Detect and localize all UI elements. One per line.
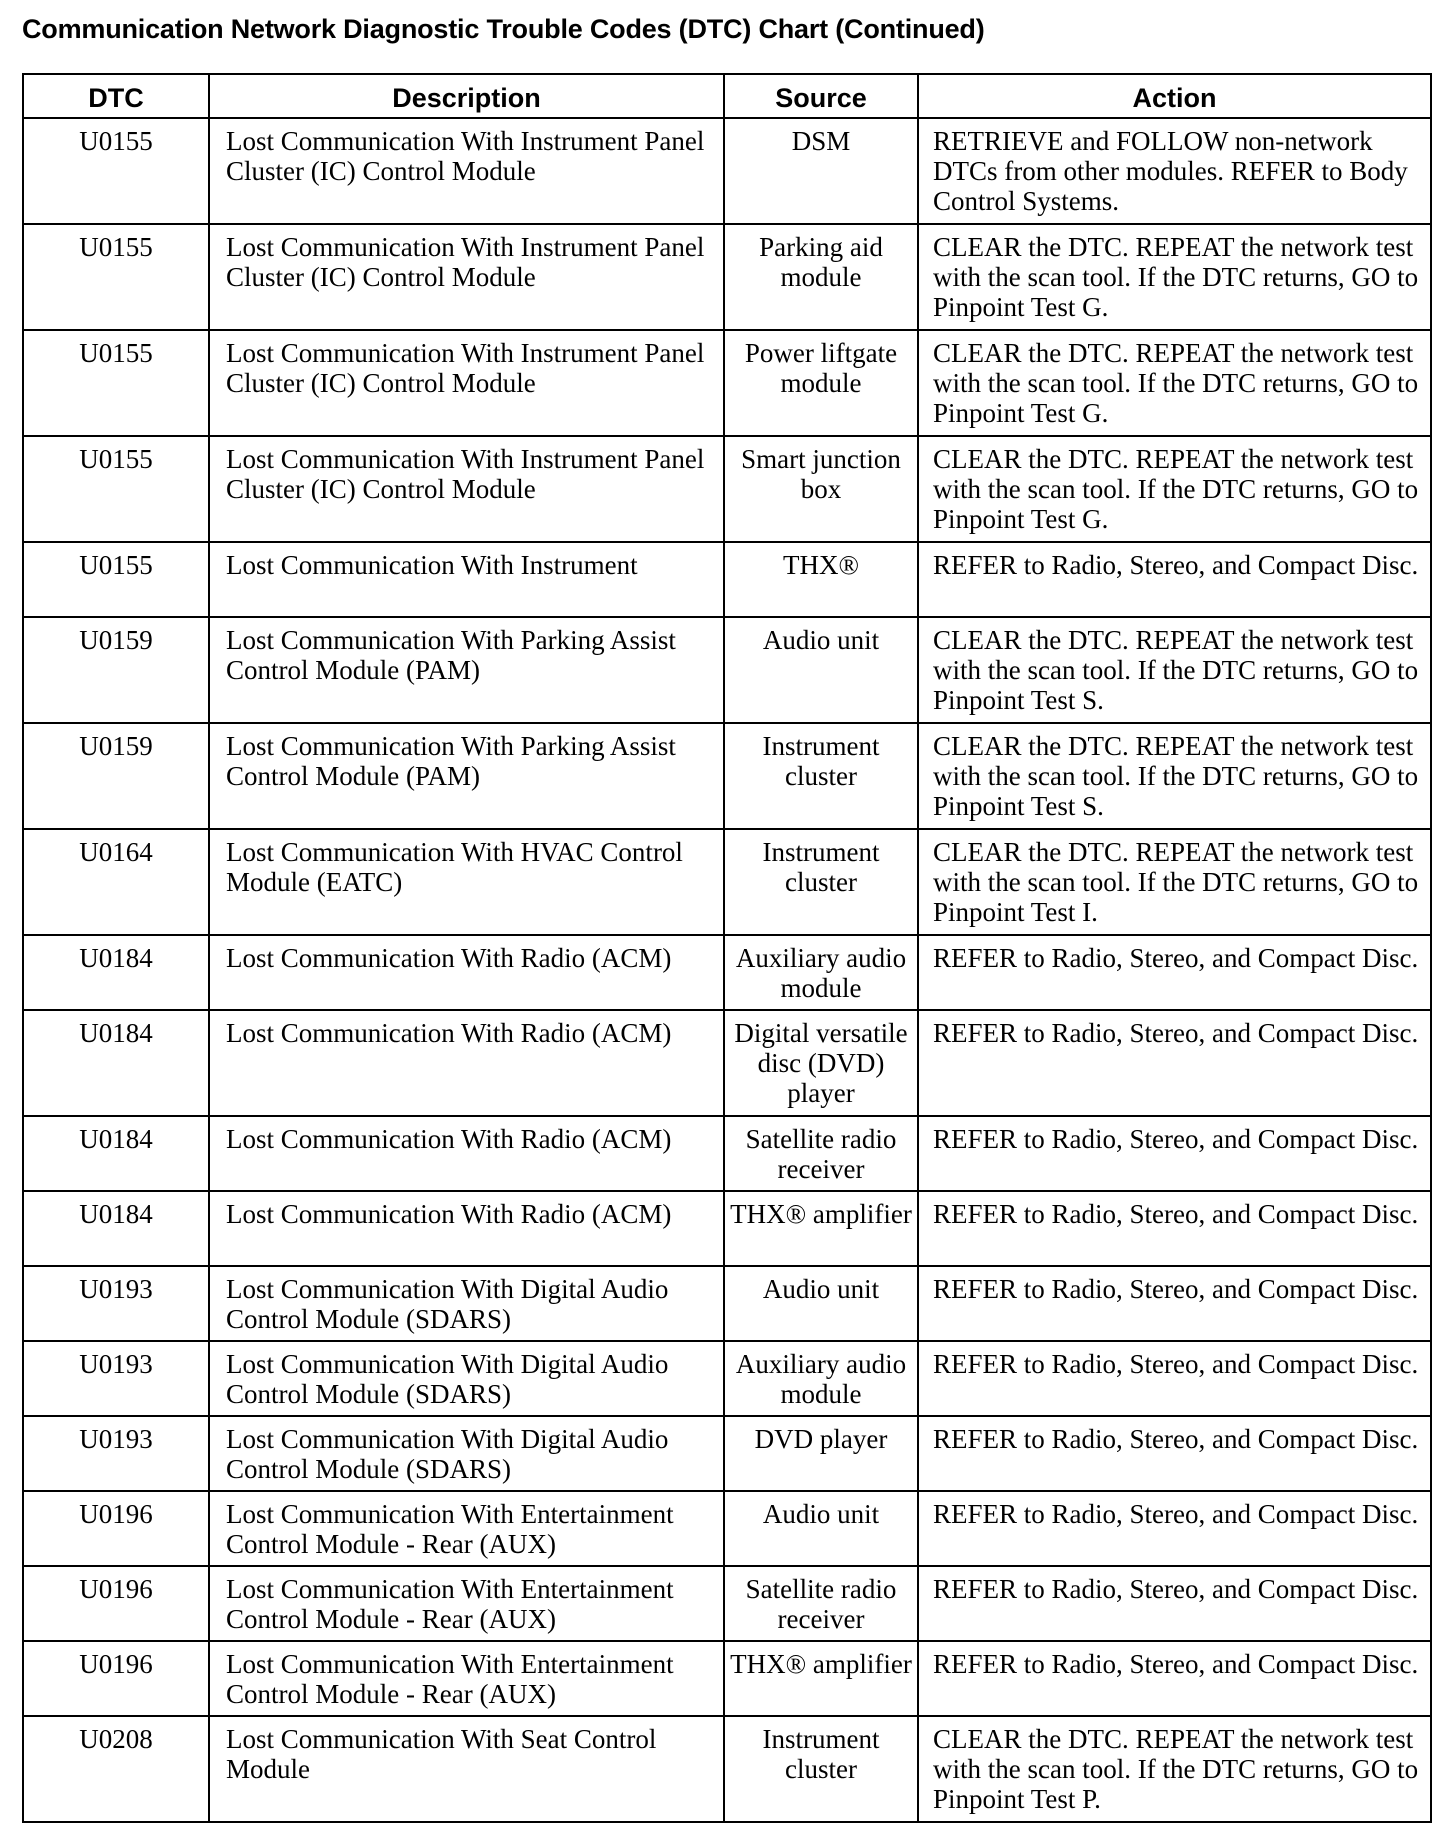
action-cell: CLEAR the DTC. REPEAT the network test with the scan tool. If the DTC returns, GO to Pinpoint Test S.: [918, 617, 1431, 723]
description-cell: Lost Communication With Parking Assist Control Module (PAM): [209, 723, 724, 829]
source-cell: Power liftgate module: [724, 330, 918, 436]
dtc-cell: U0155: [23, 330, 209, 436]
table-row: [23, 935, 1431, 1010]
table-row: [23, 1716, 1431, 1822]
description-cell: Lost Communication With Entertainment Control Module - Rear (AUX): [209, 1566, 724, 1641]
dtc-cell: U0184: [23, 1116, 209, 1191]
description-cell: Lost Communication With Entertainment Control Module - Rear (AUX): [209, 1491, 724, 1566]
description-cell: Lost Communication With Parking Assist Control Module (PAM): [209, 617, 724, 723]
table-row: [23, 224, 1431, 330]
dtc-cell: U0155: [23, 436, 209, 542]
table-row: [23, 1491, 1431, 1566]
source-cell: Audio unit: [724, 1491, 918, 1566]
action-cell: REFER to Radio, Stereo, and Compact Disc.: [918, 1191, 1431, 1266]
dtc-cell: U0193: [23, 1341, 209, 1416]
dtc-cell: U0184: [23, 935, 209, 1010]
dtc-cell: U0196: [23, 1491, 209, 1566]
source-cell: Instrument cluster: [724, 1716, 918, 1822]
action-cell: REFER to Radio, Stereo, and Compact Disc.: [918, 1341, 1431, 1416]
action-cell: REFER to Radio, Stereo, and Compact Disc.: [918, 1491, 1431, 1566]
source-cell: DVD player: [724, 1416, 918, 1491]
table-row: [23, 1341, 1431, 1416]
dtc-cell: U0193: [23, 1266, 209, 1341]
dtc-cell: U0164: [23, 829, 209, 935]
source-cell: Satellite radio receiver: [724, 1566, 918, 1641]
action-cell: REFER to Radio, Stereo, and Compact Disc.: [918, 542, 1431, 617]
table-row: [23, 542, 1431, 617]
table-row: [23, 1641, 1431, 1716]
action-cell: RETRIEVE and FOLLOW non-network DTCs from other modules. REFER to Body Control Systems.: [918, 118, 1431, 224]
action-cell: CLEAR the DTC. REPEAT the network test with the scan tool. If the DTC returns, GO to Pinpoint Test G.: [918, 330, 1431, 436]
description-cell: Lost Communication With Radio (ACM): [209, 1116, 724, 1191]
column-header-description: Description: [209, 74, 724, 118]
action-cell: CLEAR the DTC. REPEAT the network test with the scan tool. If the DTC returns, GO to Pinpoint Test S.: [918, 723, 1431, 829]
dtc-cell: U0155: [23, 224, 209, 330]
dtc-cell: U0196: [23, 1641, 209, 1716]
source-cell: Parking aid module: [724, 224, 918, 330]
action-cell: REFER to Radio, Stereo, and Compact Disc.: [918, 1010, 1431, 1116]
description-cell: Lost Communication With Radio (ACM): [209, 1191, 724, 1266]
description-cell: Lost Communication With Digital Audio Control Module (SDARS): [209, 1341, 724, 1416]
action-cell: CLEAR the DTC. REPEAT the network test with the scan tool. If the DTC returns, GO to Pinpoint Test G.: [918, 436, 1431, 542]
dtc-cell: U0155: [23, 542, 209, 617]
column-header-action: Action: [918, 74, 1431, 118]
source-cell: Instrument cluster: [724, 829, 918, 935]
source-cell: Smart junction box: [724, 436, 918, 542]
dtc-cell: U0184: [23, 1010, 209, 1116]
table-row: [23, 617, 1431, 723]
action-cell: REFER to Radio, Stereo, and Compact Disc.: [918, 1641, 1431, 1716]
table-row: [23, 1010, 1431, 1116]
dtc-cell: U0196: [23, 1566, 209, 1641]
table-header-row: [23, 74, 1431, 118]
action-cell: CLEAR the DTC. REPEAT the network test with the scan tool. If the DTC returns, GO to Pinpoint Test G.: [918, 224, 1431, 330]
description-cell: Lost Communication With Instrument: [209, 542, 724, 617]
source-cell: THX® amplifier: [724, 1191, 918, 1266]
source-cell: Audio unit: [724, 617, 918, 723]
description-cell: Lost Communication With Radio (ACM): [209, 935, 724, 1010]
table-row: [23, 118, 1431, 224]
description-cell: Lost Communication With Instrument Panel Cluster (IC) Control Module: [209, 118, 724, 224]
column-header-source: Source: [724, 74, 918, 118]
table-row: [23, 1116, 1431, 1191]
table-row: [23, 1266, 1431, 1341]
source-cell: Digital versatile disc (DVD) player: [724, 1010, 918, 1116]
description-cell: Lost Communication With Instrument Panel Cluster (IC) Control Module: [209, 330, 724, 436]
dtc-cell: U0155: [23, 118, 209, 224]
source-cell: THX®: [724, 542, 918, 617]
source-cell: Auxiliary audio module: [724, 935, 918, 1010]
action-cell: CLEAR the DTC. REPEAT the network test with the scan tool. If the DTC returns, GO to Pinpoint Test P.: [918, 1716, 1431, 1822]
source-cell: DSM: [724, 118, 918, 224]
dtc-cell: U0184: [23, 1191, 209, 1266]
table-row: [23, 723, 1431, 829]
table-row: [23, 829, 1431, 935]
source-cell: Instrument cluster: [724, 723, 918, 829]
action-cell: REFER to Radio, Stereo, and Compact Disc.: [918, 1416, 1431, 1491]
source-cell: Satellite radio receiver: [724, 1116, 918, 1191]
description-cell: Lost Communication With Digital Audio Control Module (SDARS): [209, 1416, 724, 1491]
description-cell: Lost Communication With Seat Control Module: [209, 1716, 724, 1822]
dtc-cell: U0159: [23, 617, 209, 723]
table-row: [23, 1191, 1431, 1266]
action-cell: REFER to Radio, Stereo, and Compact Disc.: [918, 935, 1431, 1010]
description-cell: Lost Communication With Digital Audio Control Module (SDARS): [209, 1266, 724, 1341]
table-row: [23, 1416, 1431, 1491]
source-cell: THX® amplifier: [724, 1641, 918, 1716]
description-cell: Lost Communication With Radio (ACM): [209, 1010, 724, 1116]
table-row: [23, 330, 1431, 436]
action-cell: CLEAR the DTC. REPEAT the network test with the scan tool. If the DTC returns, GO to Pinpoint Test I.: [918, 829, 1431, 935]
source-cell: Auxiliary audio module: [724, 1341, 918, 1416]
action-cell: REFER to Radio, Stereo, and Compact Disc.: [918, 1116, 1431, 1191]
description-cell: Lost Communication With Entertainment Control Module - Rear (AUX): [209, 1641, 724, 1716]
action-cell: REFER to Radio, Stereo, and Compact Disc.: [918, 1566, 1431, 1641]
description-cell: Lost Communication With Instrument Panel Cluster (IC) Control Module: [209, 436, 724, 542]
table-row: [23, 436, 1431, 542]
action-cell: REFER to Radio, Stereo, and Compact Disc.: [918, 1266, 1431, 1341]
table-row: [23, 1566, 1431, 1641]
dtc-cell: U0159: [23, 723, 209, 829]
page-title: Communication Network Diagnostic Trouble Codes (DTC) Chart (Continued): [22, 14, 985, 44]
dtc-cell: U0208: [23, 1716, 209, 1822]
dtc-cell: U0193: [23, 1416, 209, 1491]
description-cell: Lost Communication With Instrument Panel Cluster (IC) Control Module: [209, 224, 724, 330]
description-cell: Lost Communication With HVAC Control Module (EATC): [209, 829, 724, 935]
source-cell: Audio unit: [724, 1266, 918, 1341]
column-header-dtc: DTC: [23, 74, 209, 118]
dtc-table: [22, 73, 1432, 1823]
